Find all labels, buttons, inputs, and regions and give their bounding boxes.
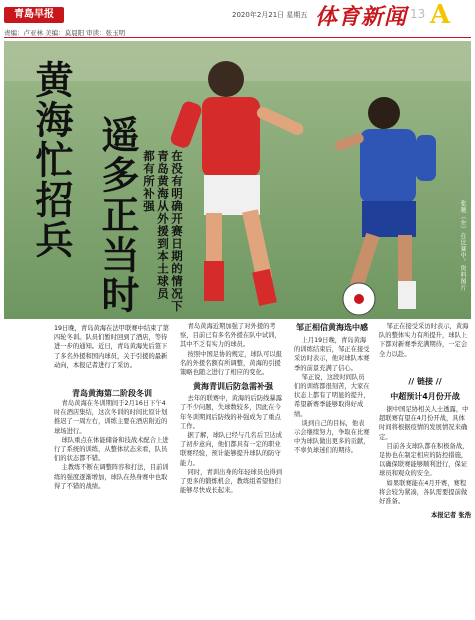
col3-paragraph: 邹正说，这段时间队员们的训练都很刻苦，大家在状态上都有了明显的提升，希望新赛季能够取得好成绩。	[294, 373, 370, 418]
column-4-body	[379, 405, 471, 519]
match-photo	[4, 41, 471, 319]
link-label: // 链接 //	[408, 377, 442, 386]
col1-subheading: 青岛黄海第二阶段冬训	[72, 389, 152, 398]
column-3	[294, 322, 370, 456]
col3-paragraph: 谈到自己的目标，他表示会继续努力，争取在比赛中为球队做出更多的贡献，不辜负球迷们的期待。	[294, 419, 370, 455]
page-letter: A	[430, 0, 451, 30]
col4-paragraph: 目前各支球队都在积极备战，足协也在制定相应的防控措施，以确保联赛能够顺利进行，保证球员和观众的安全。	[379, 442, 469, 478]
header-rule	[4, 37, 471, 38]
headline-left: 黄海忙招兵	[29, 60, 74, 260]
football-players-illustration	[4, 41, 471, 319]
col2-paragraph: 去年的联赛中，黄海的后防线暴露了不少问题，失球数较多，因此在今年冬训期间后防线的补强成为了重点工作。	[180, 395, 282, 430]
issue-date: 2020年2月21日 星期五	[232, 11, 308, 19]
subhead-line-3: 都有所补强	[142, 150, 156, 213]
byline: 本报记者 张浩	[431, 512, 471, 520]
col3-paragraph: 上月19日晚，青岛黄海的训练结束后，邹正在接受采访时表示，他对球队本赛季的前景充满了信心。	[294, 337, 370, 372]
column-1	[54, 388, 170, 491]
col2-paragraph: 同时，青训出身的年轻球员也得到了更多的锻炼机会，教练组希望他们能够尽快成长起来。	[180, 468, 282, 495]
column-2	[180, 322, 286, 495]
col1-paragraph: 主教练不断在调整阵容和打法，目前训练的强度逐渐增加，球队在热身赛中也取得了不错的战绩。	[54, 464, 169, 490]
intro-paragraph: 19日晚，青岛黄海在法甲联赛中结束了第四轮冬训。队员们暂时回到了酒店，等待进一步的通知。近日，青岛黄海先后签下了多名外援和国内球员，关于引援的最新动向，本报记者进行了采访。	[54, 325, 170, 369]
column-4	[379, 322, 471, 359]
page-number: 13	[410, 7, 426, 21]
col2-subheading: 黄海青训后防急需补强	[193, 382, 273, 392]
col2-paragraph: 按照中国足协的规定，球队可以报名的外援名额有所调整，黄海的引援策略也随之进行了相应的变化。	[180, 350, 282, 377]
col1-paragraph: 球队重点在体能储备和技战术配合上进行了系统的训练，从整体状态来看，队员们的状态都不错。	[54, 436, 169, 463]
col4-subheading: 中超预计4月份开战	[390, 392, 460, 401]
page-header	[0, 0, 475, 38]
section-title: 体育新闻	[315, 4, 408, 30]
subhead-line-1: 在没有明确开赛日期的情况下	[170, 150, 184, 313]
subhead-line-2: 青岛黄海从外援到本土球员	[156, 150, 170, 300]
col2-paragraph: 青岛黄海近期加强了对外援的考察，目前已有多名外援在队中试训，其中不乏有实力的球员。	[180, 323, 281, 349]
col3-subheading: 邹正相信黄海选中感	[296, 323, 368, 332]
newspaper-logo: 青島早报	[4, 7, 64, 23]
col4-paragraph: 如果联赛能在4月开赛，赛程将会较为紧凑，各队需要提前做好准备。	[379, 479, 468, 506]
col4-paragraph: 据中国足协相关人士透露，中超联赛有望在4月份开战，具体时间将根据疫情的发展情况来确定。	[379, 406, 469, 441]
col1-paragraph: 青岛黄海在冬训期间于2月16日下午4时在酒店集结，这次冬训的时间比原计划推迟了一周左右，训练主要在酒店附近的球场进行。	[54, 400, 168, 435]
col4-intro: 邹正在接受采访时表示，黄海队的整体实力有所提升，球队上下都对新赛季充满期待，一定会全力以赴。	[379, 323, 469, 358]
editors-line: 责编：卢亚林 美编：莫晨阳 审读：张玉明	[4, 29, 126, 37]
subhead-block	[142, 150, 194, 320]
photo-caption: 张驰（左）在比赛中。资料图片	[459, 200, 466, 291]
soccer-ball-icon	[343, 283, 375, 315]
headline-right: 遥多正当时	[95, 115, 140, 315]
col2-paragraph: 据了解，球队已经与几名后卫达成了初步意向，他们都具有一定的职业联赛经验，预计能够提升球队的防守能力。	[180, 432, 282, 467]
